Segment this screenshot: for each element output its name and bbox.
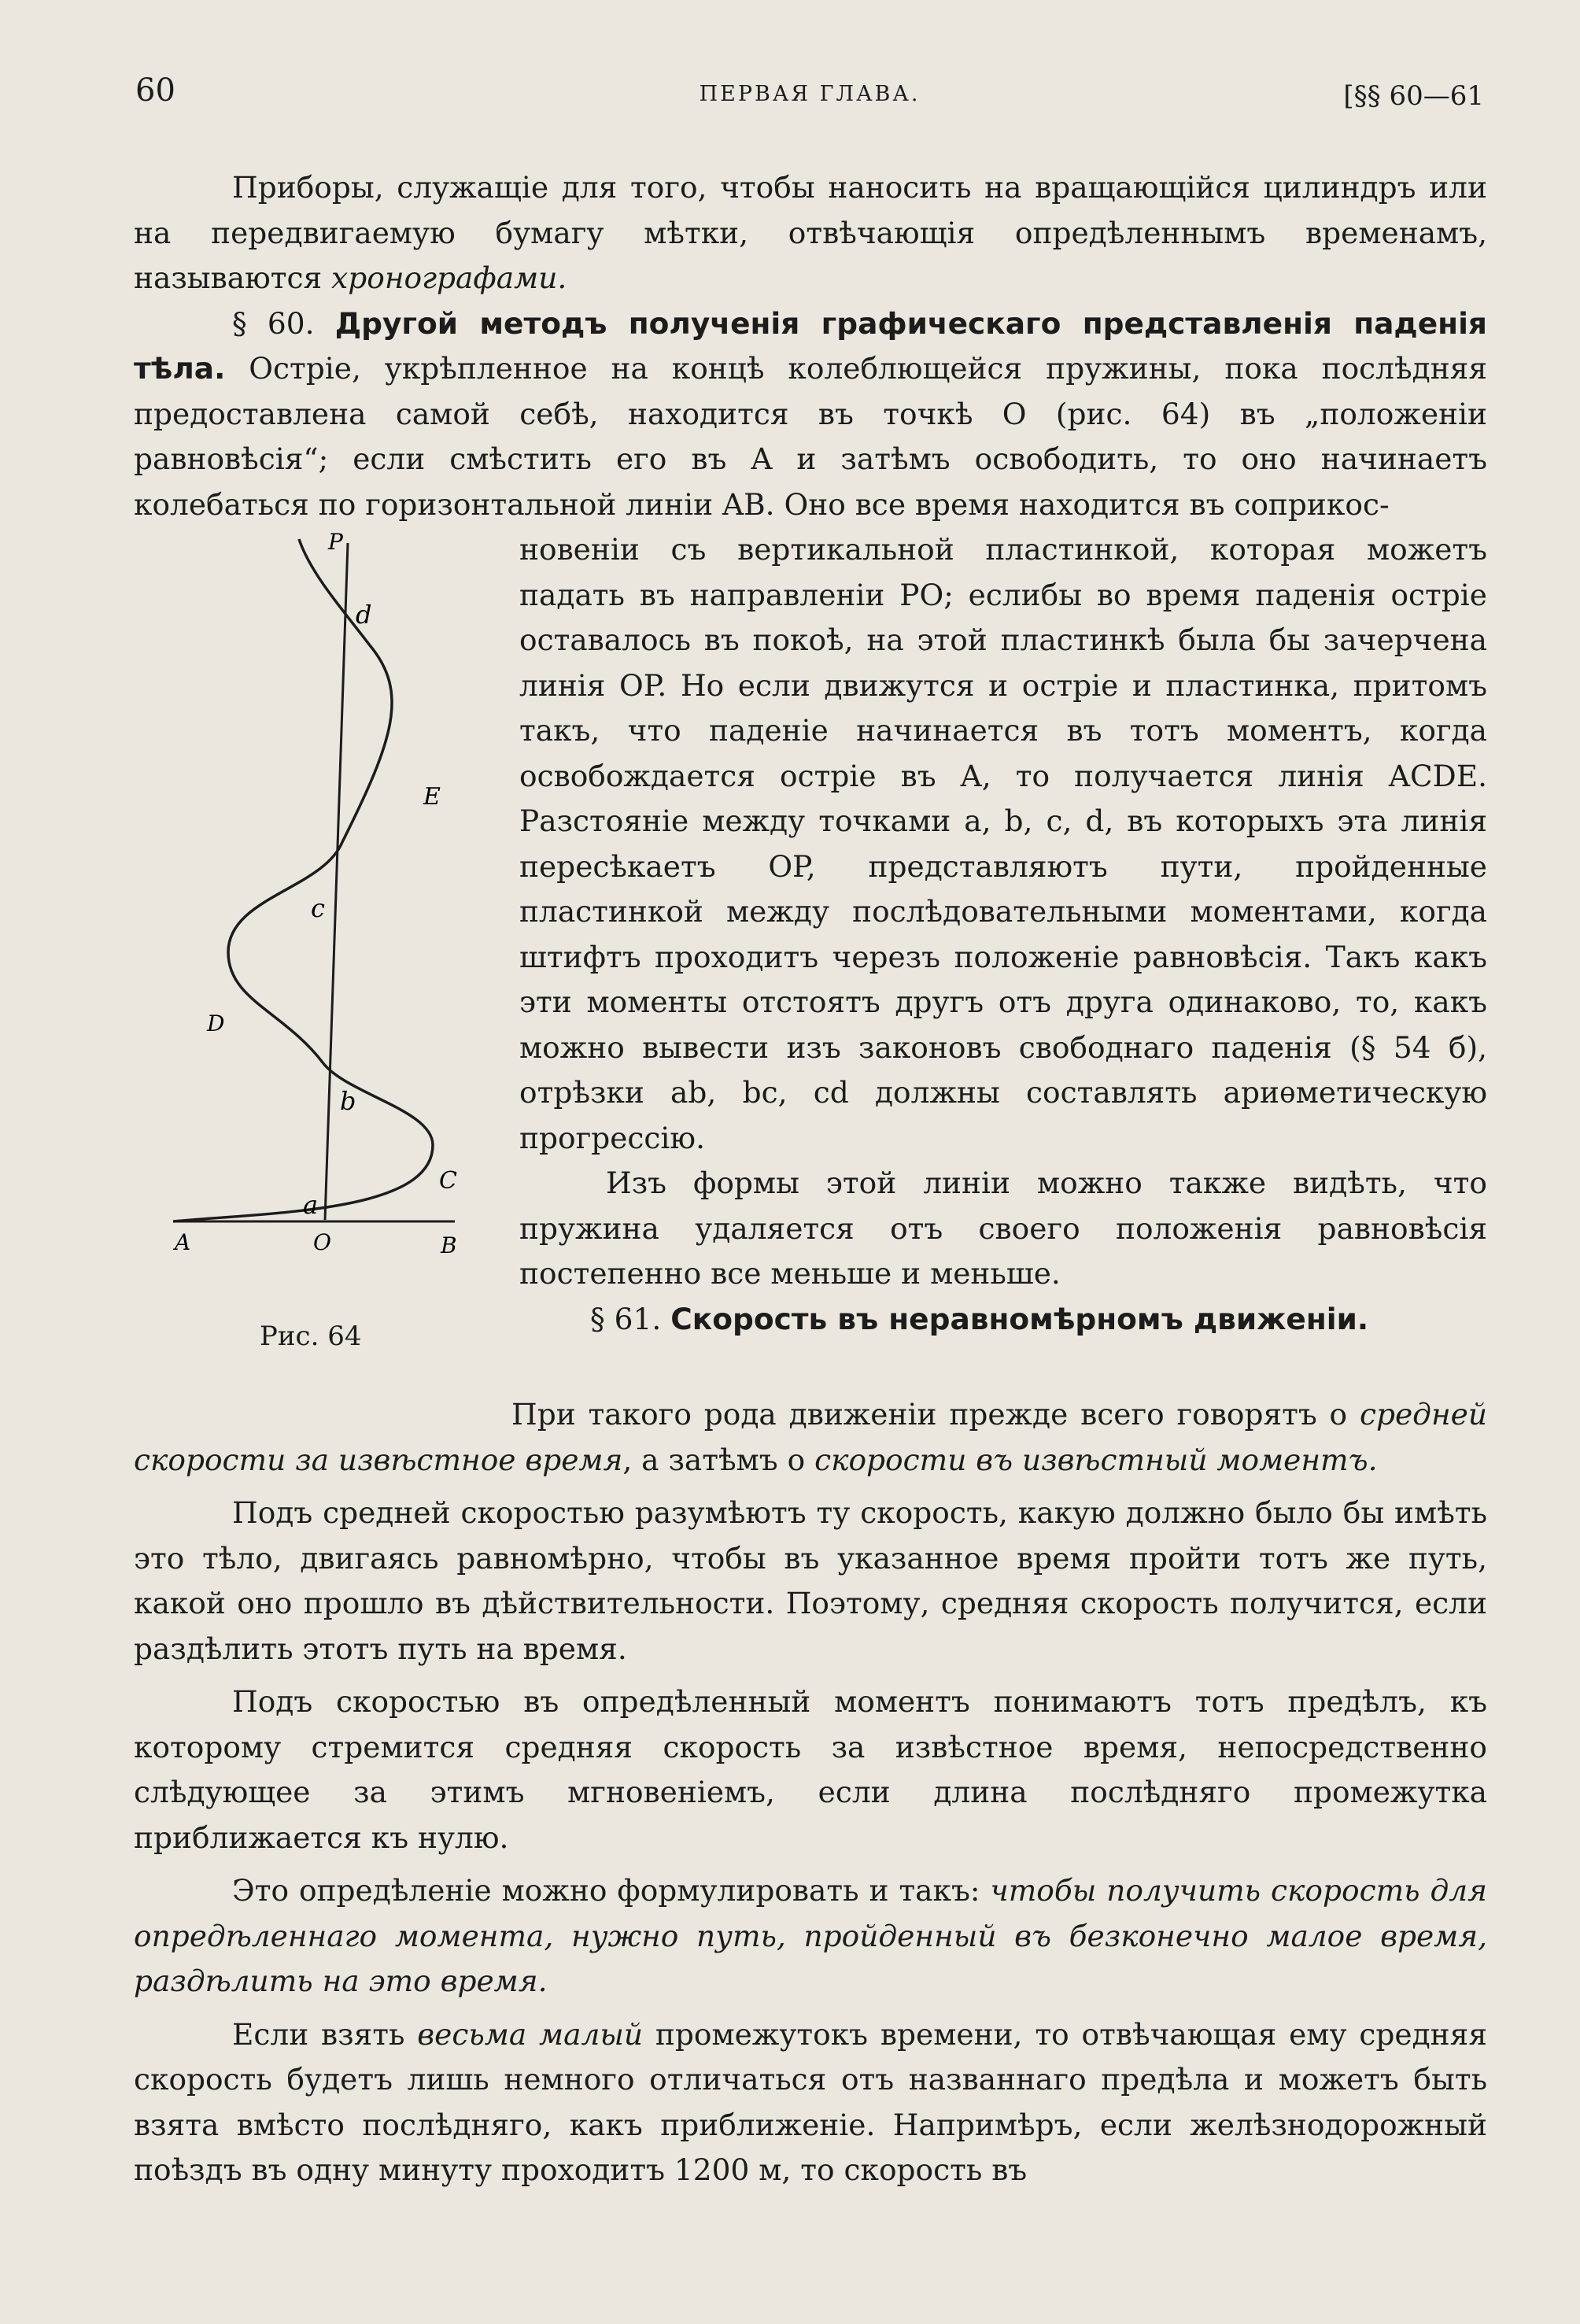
paragraph-chronographs: Приборы, служащіе для того, чтобы наносить на вращающійся цилиндръ или на передвигаемую бумагу мѣтки, отвѣчающія опредѣленнымъ временамъ, называются хронографами.: [134, 170, 1487, 295]
section-range: [§§ 60—61: [1343, 80, 1484, 112]
section-61-heading: § 61. Скорость въ неравномѣрномъ движеніи.: [590, 1301, 1369, 1336]
label-B: B: [441, 1232, 457, 1258]
label-O: O: [313, 1229, 331, 1255]
paragraph-approximation: Если взять весьма малый промежутокъ времени, то отвѣчающая ему средняя скорость будетъ лишь немного отличаться отъ названнаго предѣла и можетъ быть взята вмѣсто послѣдняго, какъ приближеніе. Напримѣръ, если желѣзнодорожный поѣздъ въ одну минуту проходитъ 1200 м, то скорость въ: [134, 2016, 1487, 2187]
paragraph-instant-speed: Подъ скоростью въ опредѣленный моментъ понимаютъ тотъ предѣлъ, къ которому стремится средняя скорость за извѣстное время, непосредственно слѣдующее за этимъ мгновеніемъ, если длина послѣдняго промежутка приближается къ нулю.: [134, 1684, 1487, 1855]
figure-side-text: [519, 527, 1487, 1393]
vertical-line-op: [325, 543, 348, 1220]
section-60-spring-note: Изъ формы этой линіи можно также видѣть, что пружина удаляется отъ своего положенія равновѣсія постепенно все меньше и меньше.: [519, 1166, 1487, 1291]
label-c: c: [311, 893, 325, 923]
section-60-title: Другой методъ полученія графическаго представленія паденія тѣла.: [134, 305, 1487, 386]
figure-wrap: [134, 527, 1487, 1393]
label-a: a: [303, 1190, 319, 1220]
section-60-lead: § 60. Другой методъ полученія графическаго представленія паденія тѣла. Остріе, укрѣпленное на концѣ колеблющейся пружины, пока послѣдняя предоставлена самой себѣ, находится въ точкѣ O (рис. 64) въ „положеніи равновѣсія“; если смѣстить его въ A и затѣмъ освободить, то оно начинаетъ колебаться по горизонтальной линіи AB. Оно все время находится въ соприкос-: [134, 305, 1487, 522]
label-D: D: [207, 1011, 225, 1036]
label-C: C: [439, 1167, 457, 1195]
page-number: 60: [135, 72, 175, 109]
paragraph-average-speed: Подъ средней скоростью разумѣютъ ту скорость, какую должно было бы имѣть это тѣло, двигаясь равномѣрно, чтобы въ указанное время пройти тотъ же путь, какой оно прошло въ дѣйствительности. Поэтому, средняя скорость получится, если раздѣлить этотъ путь на время.: [134, 1495, 1487, 1666]
running-head: ПЕРВАЯ ГЛАВА.: [699, 82, 921, 106]
page-body: [134, 165, 1487, 2193]
section-60-body: новеніи съ вертикальной пластинкой, которая можетъ падать въ направленіи PO; еслибы во время паденія остріе оставалось въ покоѣ, на этой пластинкѣ была бы зачерчена линія OP. Но если движутся и остріе и пластинка, притомъ такъ, что паденіе начинается въ тотъ моментъ, когда освобождается остріе въ A, то получается линія ACDE. Разстояніе между точками a, b, c, d, въ которыхъ эта линія пересѣкаетъ OP, представляютъ пути, пройденные пластинкой между послѣдовательными моментами, когда штифтъ проходитъ черезъ положеніе равновѣсія. Такъ какъ эти моменты отстоятъ другъ отъ друга одинаково, то, какъ можно вывести изъ законовъ свободнаго паденія (§ 54 б), отрѣзки ab, bc, cd должны составлять ариѳметическую прогрессію.: [519, 532, 1487, 1155]
label-A: A: [175, 1229, 191, 1255]
spring-trace-diagram: [134, 527, 519, 1314]
figure-64: [134, 527, 519, 1393]
trace-curve-acde: [173, 539, 433, 1221]
label-E: E: [423, 783, 441, 811]
paragraph-definition: Это опредѣленіе можно формулировать и такъ: чтобы получить скорость для опредѣленнаго момента, нужно путь, пройденный въ безконечно малое время, раздѣлить на это время.: [134, 1873, 1487, 1998]
page-header: [135, 72, 1484, 120]
figure-caption: Рис. 64: [260, 1321, 362, 1352]
label-d: d: [356, 600, 372, 630]
section-61-intro: При такого рода движеніи прежде всего говорятъ о средней скорости за извѣстное время, а затѣмъ о скорости въ извѣстный моментъ.: [134, 1397, 1487, 1477]
label-b: b: [340, 1086, 356, 1116]
label-P: P: [328, 529, 343, 555]
